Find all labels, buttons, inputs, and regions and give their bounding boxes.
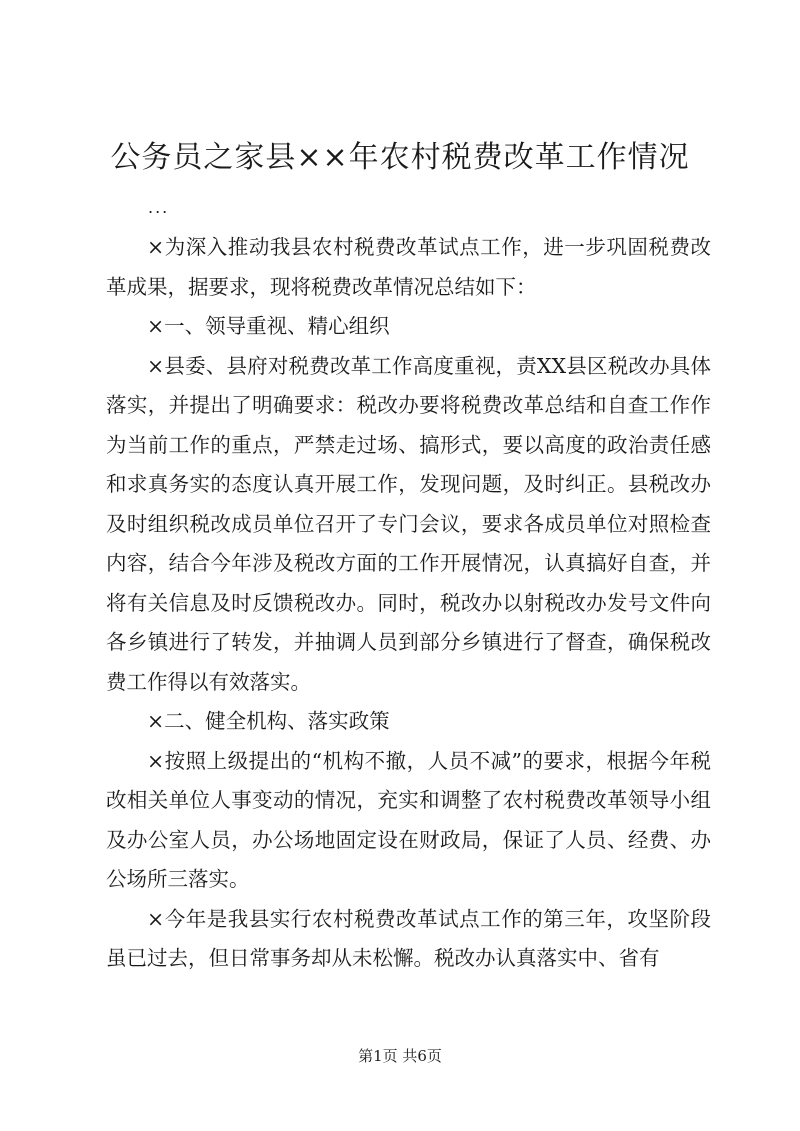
page-number-footer: 第1页 共6页 [358, 1047, 442, 1065]
paragraph-section-1: ×县委、县府对税费改革工作高度重视，责XX县区税改办具体落实，并提出了明确要求：税改办要将税费改革总结和自查工作作为当前工作的重点，严禁走过场、搞形式，要以高度的政治责任感和求真务实的态度认真开展工作，发现问题，及时纠正。县税改办及时组织税改成员单位召开了专门会议，要求各成员单位对照检查内容，结合今年涉及税改方面的工作开展情况，认真搞好自查，并将有关信息及时反馈税改办。同时，税改办以射税改办发号文件向各乡镇进行了转发，并抽调人员到部分乡镇进行了督查，确保税改费工作得以有效落实。 [106, 353, 711, 694]
paragraph-section-2: ×按照上级提出的“机构不撤，人员不减”的要求，根据今年税改相关单位人事变动的情况，充实和调整了农村税费改革领导小组及办公室人员，办公场地固定设在财政局，保证了人员、经费、办公场所三落实。 [106, 748, 711, 891]
section-heading-2: ×二、健全机构、落实政策 [147, 709, 390, 733]
document-body [106, 228, 711, 979]
ellipsis-mark: ... [148, 198, 170, 217]
paragraph-section-2-continued: ×今年是我县实行农村税费改革试点工作的第三年，攻坚阶段虽已过去，但日常事务却从未松懈。税改办认真落实中、省有 [106, 906, 711, 970]
paragraph-intro: ×为深入推动我县农村税费改革试点工作，进一步巩固税费改革成果，据要求，现将税费改革情况总结如下： [106, 235, 711, 299]
document-title: 公务员之家县××年农村税费改革工作情况 [110, 140, 690, 175]
section-heading-1: ×一、领导重视、精心组织 [147, 314, 390, 338]
